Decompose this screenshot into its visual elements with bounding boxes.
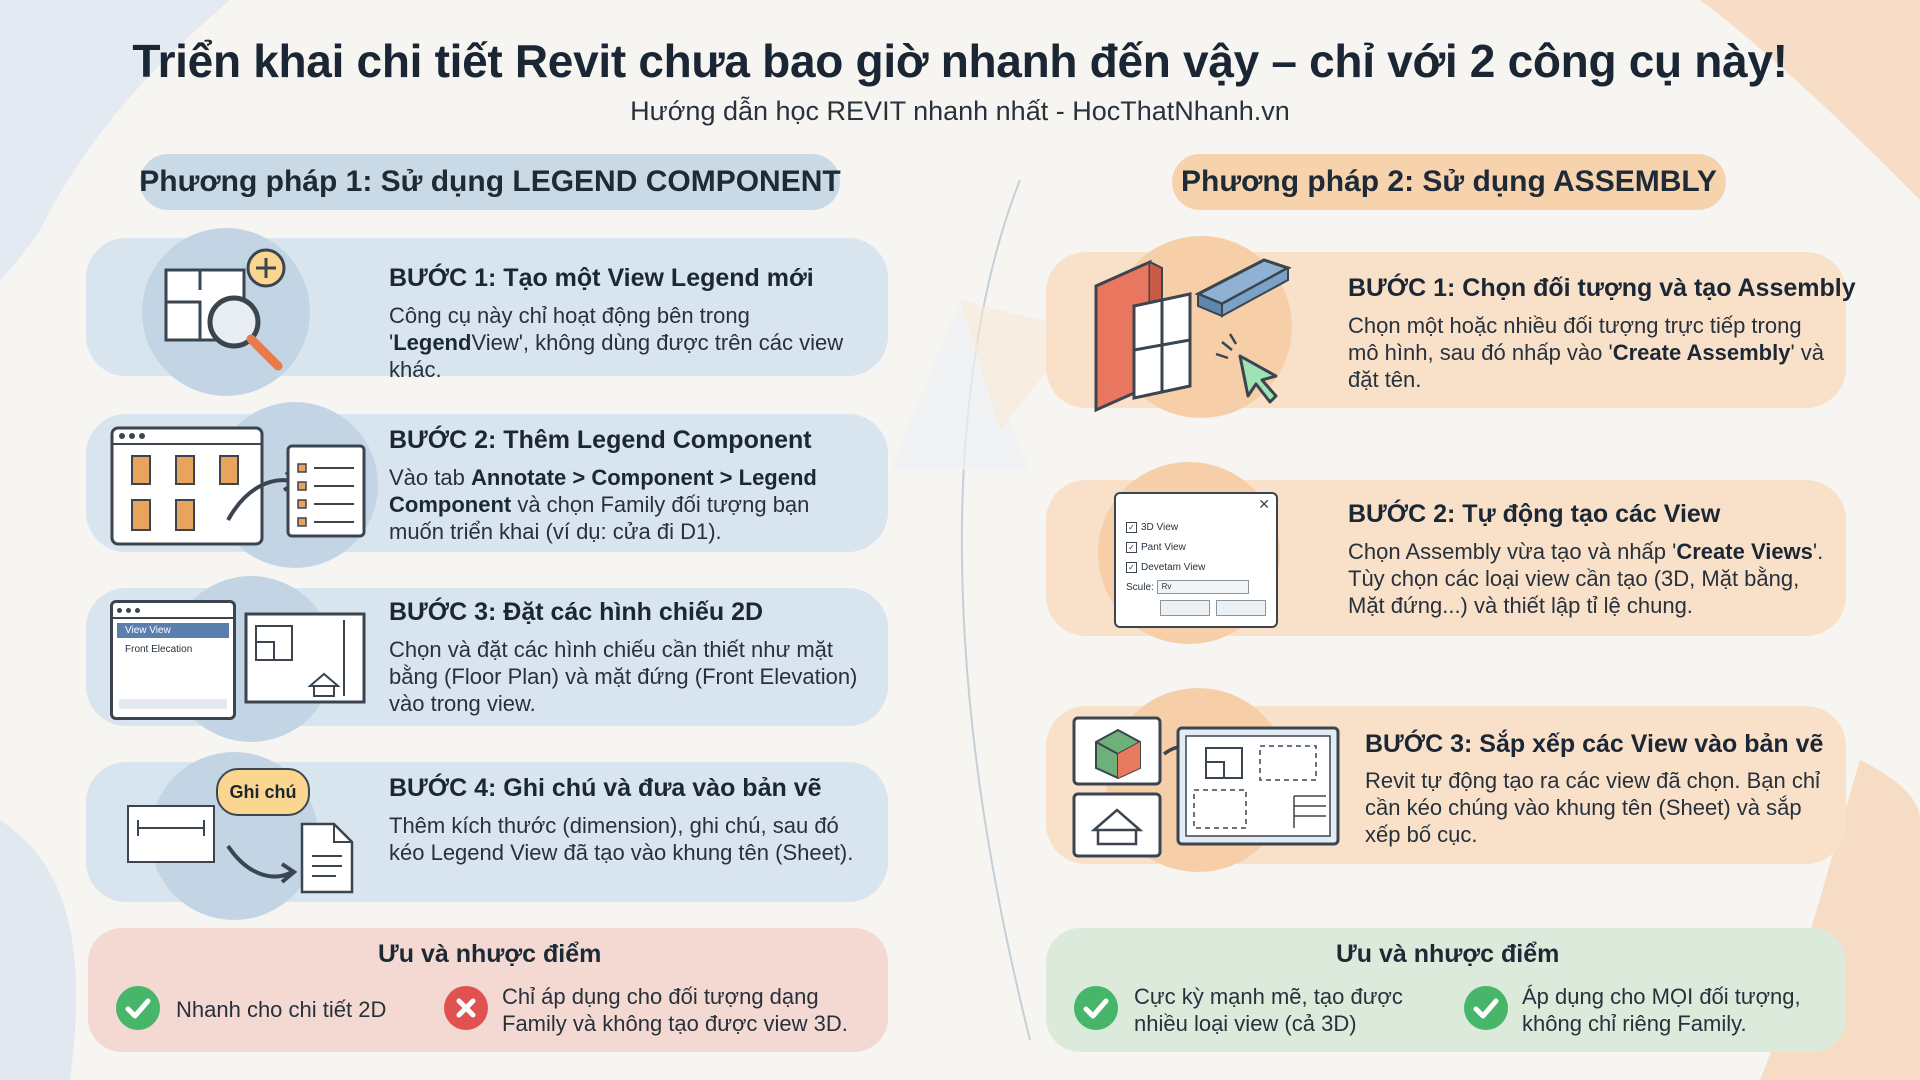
method2-step1-desc: Chọn một hoặc nhiều đối tượng trực tiếp trong mô hình, sau đó nhấp vào 'Create Assembly' và đặt tên. bbox=[1348, 313, 1825, 392]
method2-pros-cons-title: Ưu và nhược điểm bbox=[1336, 940, 1560, 968]
method2-step1-title: BƯỚC 1: Chọn đối tượng và tạo Assembly bbox=[1348, 274, 1856, 302]
close-icon: ✕ bbox=[1258, 496, 1270, 512]
sheet-preview-icon bbox=[244, 612, 366, 704]
method2-pros-cons bbox=[1046, 928, 1846, 1052]
method2-pro1: Cực kỳ mạnh mẽ, tạo được nhiều loại view (cả 3D) bbox=[1134, 984, 1403, 1036]
method1-pros-cons-title: Ưu và nhược điểm bbox=[378, 940, 602, 968]
legend-component-icon bbox=[108, 424, 368, 548]
scale-select: Rv bbox=[1157, 580, 1249, 594]
method1-step1-desc: Công cụ này chỉ hoạt động bên trong 'LegendView', không dùng được trên các view khác. bbox=[389, 303, 844, 382]
note-bubble: Ghi chú bbox=[216, 768, 310, 816]
option-elevation-view: ✓ Devetam View bbox=[1126, 558, 1249, 578]
page-title: Triển khai chi tiết Revit chưa bao giờ nhanh đến vậy – chỉ với 2 công cụ này! bbox=[132, 35, 1788, 87]
cross-icon bbox=[444, 986, 488, 1030]
wall-window-select-icon bbox=[1090, 246, 1300, 416]
front-elevation-item: Front Elecation bbox=[125, 644, 193, 655]
checkbox-icon: ✓ bbox=[1126, 542, 1137, 553]
create-views-dialog bbox=[1114, 492, 1278, 628]
option-3d-view: ✓ 3D View bbox=[1126, 518, 1249, 538]
method1-con: Chỉ áp dụng cho đối tượng dạng Family và không tạo được view 3D. bbox=[502, 984, 848, 1036]
sheet-layout-icon bbox=[1070, 712, 1342, 862]
method1-step3-desc: Chọn và đặt các hình chiếu cần thiết như mặt bằng (Floor Plan) và mặt đứng (Front Elevation) vào trong view. bbox=[389, 637, 858, 716]
method2-step2-title: BƯỚC 2: Tự động tạo các View bbox=[1348, 500, 1721, 528]
method1-step2-title: BƯỚC 2: Thêm Legend Component bbox=[389, 426, 812, 454]
method2-title: Phương pháp 2: Sử dụng ASSEMBLY bbox=[1172, 154, 1726, 210]
view-browser-panel bbox=[110, 600, 236, 720]
method1-step3-title: BƯỚC 3: Đặt các hình chiếu 2D bbox=[389, 598, 764, 626]
checkbox-icon: ✓ bbox=[1126, 562, 1137, 573]
method2-step2-desc: Chọn Assembly vừa tạo và nhấp 'Create Views'. Tùy chọn các loại view cần tạo (3D, Mặt bằng, Mặt đứng...) và thiết lập tỉ lệ chung. bbox=[1348, 539, 1824, 618]
method1-step4-desc: Thêm kích thước (dimension), ghi chú, sau đó kéo Legend View đã tạo vào khung tên (Sheet). bbox=[389, 813, 854, 865]
method2-step3-title: BƯỚC 3: Sắp xếp các View vào bản vẽ bbox=[1365, 730, 1824, 758]
view-list-item: View View bbox=[117, 623, 229, 638]
method1-step4-title: BƯỚC 4: Ghi chú và đưa vào bản vẽ bbox=[389, 774, 822, 802]
scale-row: Scule: Rv bbox=[1126, 578, 1249, 598]
option-plan-view: ✓ Pant View bbox=[1126, 538, 1249, 558]
check-icon bbox=[1074, 986, 1118, 1030]
method2-step3-desc: Revit tự động tạo ra các view đã chọn. Bạn chỉ cần kéo chúng vào khung tên (Sheet) và sắp xếp bố cục. bbox=[1365, 768, 1820, 847]
method2-pro2: Áp dụng cho MỌI đối tượng, không chỉ riêng Family. bbox=[1522, 984, 1801, 1036]
method1-title: Phương pháp 1: Sử dụng LEGEND COMPONENT bbox=[140, 154, 840, 210]
check-icon bbox=[1464, 986, 1508, 1030]
method1-pros-cons bbox=[88, 928, 888, 1052]
method1-pro: Nhanh cho chi tiết 2D bbox=[176, 997, 387, 1022]
checkbox-icon: ✓ bbox=[1126, 522, 1137, 533]
floorplan-search-icon bbox=[160, 242, 300, 376]
check-icon bbox=[116, 986, 160, 1030]
method1-step1-title: BƯỚC 1: Tạo một View Legend mới bbox=[389, 264, 814, 292]
page-subtitle: Hướng dẫn học REVIT nhanh nhất - HocThatNhanh.vn bbox=[630, 96, 1290, 126]
method1-step2-desc: Vào tab Annotate > Component > Legend Component và chọn Family đối tượng bạn muốn triển khai (ví dụ: cửa đi D1). bbox=[389, 465, 817, 544]
